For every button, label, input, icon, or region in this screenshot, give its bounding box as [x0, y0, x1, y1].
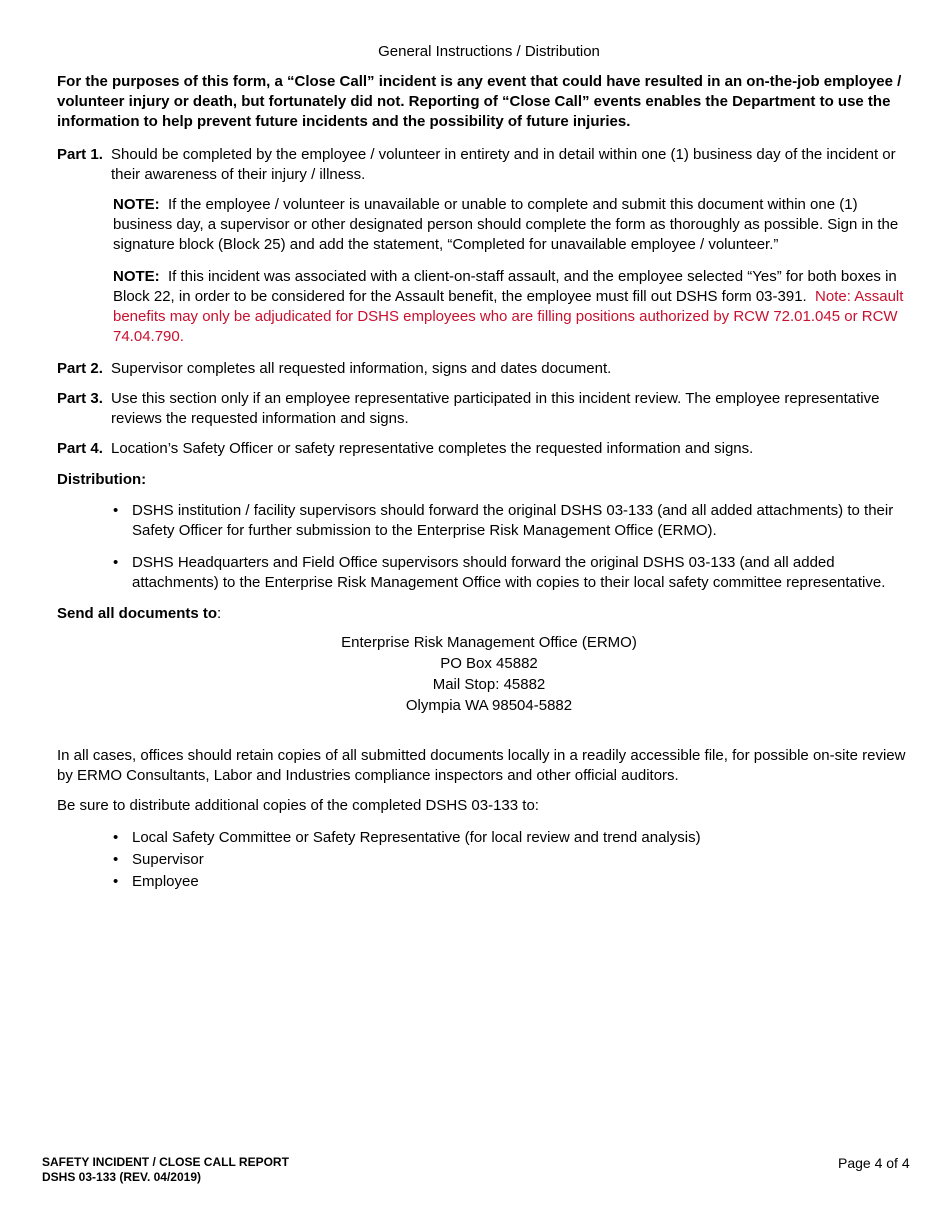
footer-form-title: SAFETY INCIDENT / CLOSE CALL REPORT: [42, 1155, 289, 1169]
mailing-address: [0, 632, 950, 716]
note-assault-benefit: [113, 267, 913, 347]
send-heading: [57, 604, 221, 624]
copies-item-employee: • Employee: [113, 871, 893, 893]
address-line-4: Olympia WA 98504-5882: [405, 697, 573, 714]
distribution-item-headquarters: • DSHS Headquarters and Field Office supervisors should forward the original DSHS 03-133 (and all added attachments) to the Enterprise Risk Management Office with copies to their local safety committee representative.: [113, 553, 923, 593]
part-1-text: Should be completed by the employee / volunteer in entirety and in detail within one (1) business day of the incident or their awareness of their injury / illness.: [111, 146, 896, 183]
part-4-label: Part 4.: [57, 440, 103, 457]
distribution-heading: Distribution:: [57, 471, 147, 488]
page-number: Page 4 of 4: [838, 1155, 910, 1171]
address-line-3: Mail Stop: 45882: [432, 676, 546, 693]
send-heading-colon: :: [217, 605, 222, 622]
note-1-text: If the employee / volunteer is unavailable or unable to complete and submit this document within one (1) business day, a supervisor or other designated person should complete the form as thoroughly as possible. Sign in the signature block (Block 25) and add the statement, “Completed for unavailable employee / volunteer.”: [113, 196, 899, 253]
part-4-text: Location’s Safety Officer or safety representative completes the requested information and signs.: [111, 440, 754, 457]
part-2: [57, 359, 917, 379]
part-3-label: Part 3.: [57, 390, 103, 407]
part-2-label: Part 2.: [57, 360, 103, 377]
copies-item-safety-committee: • Local Safety Committee or Safety Representative (for local review and trend analysis): [113, 827, 893, 849]
intro-paragraph: For the purposes of this form, a “Close Call” incident is any event that could have resulted in an on-the-job employee / volunteer injury or death, but fortunately did not. Reporting of “Close Call” events enables the Department to use the information to help prevent future incidents and the possibility of future injuries.: [57, 73, 902, 130]
copies-list: [113, 827, 893, 893]
send-heading-label: Send all documents to: [57, 605, 218, 622]
footer-form-info: [42, 1155, 289, 1185]
part-3-text: Use this section only if an employee representative participated in this incident review. The employee representative reviews the requested information and signs.: [111, 390, 880, 427]
distribution-item-institution: • DSHS institution / facility supervisors should forward the original DSHS 03-133 (and all added attachments) to their Safety Officer for further submission to the Enterprise Risk Management Office (ERMO).: [113, 501, 923, 541]
part-2-text: Supervisor completes all requested information, signs and dates document.: [111, 360, 612, 377]
retain-copies-paragraph: In all cases, offices should retain copies of all submitted documents locally in a readily accessible file, for possible on-site review by ERMO Consultants, Labor and Industries compliance inspectors and other official auditors.: [57, 747, 906, 784]
part-1: [57, 145, 917, 185]
address-line-1: Enterprise Risk Management Office (ERMO): [341, 634, 637, 651]
copies-item-supervisor: • Supervisor: [113, 849, 893, 871]
footer-form-number: DSHS 03-133 (REV. 04/2019): [42, 1170, 201, 1184]
distribute-copies-paragraph: Be sure to distribute additional copies of the completed DSHS 03-133 to:: [57, 797, 539, 814]
address-line-2: PO Box 45882: [440, 655, 538, 672]
note-unavailable-employee: [113, 195, 913, 255]
note-2-red-text: Note: Assault benefits may only be adjudicated for DSHS employees who are filling positions authorized by RCW 72.01.045 or RCW 74.04.790.: [113, 288, 904, 345]
part-3: [57, 389, 917, 429]
note-2-label: NOTE:: [113, 268, 160, 285]
part-1-label: Part 1.: [57, 146, 103, 163]
note-1-label: NOTE:: [113, 196, 160, 213]
part-4: [57, 439, 917, 459]
note-2-text: If this incident was associated with a client-on-staff assault, and the employee selected “Yes” for both boxes in Block 22, in order to be considered for the Assault benefit, the employee must fill out DSHS form 03-391.: [113, 268, 897, 305]
page-title: General Instructions / Distribution: [378, 43, 600, 60]
distribution-list: [113, 501, 923, 593]
